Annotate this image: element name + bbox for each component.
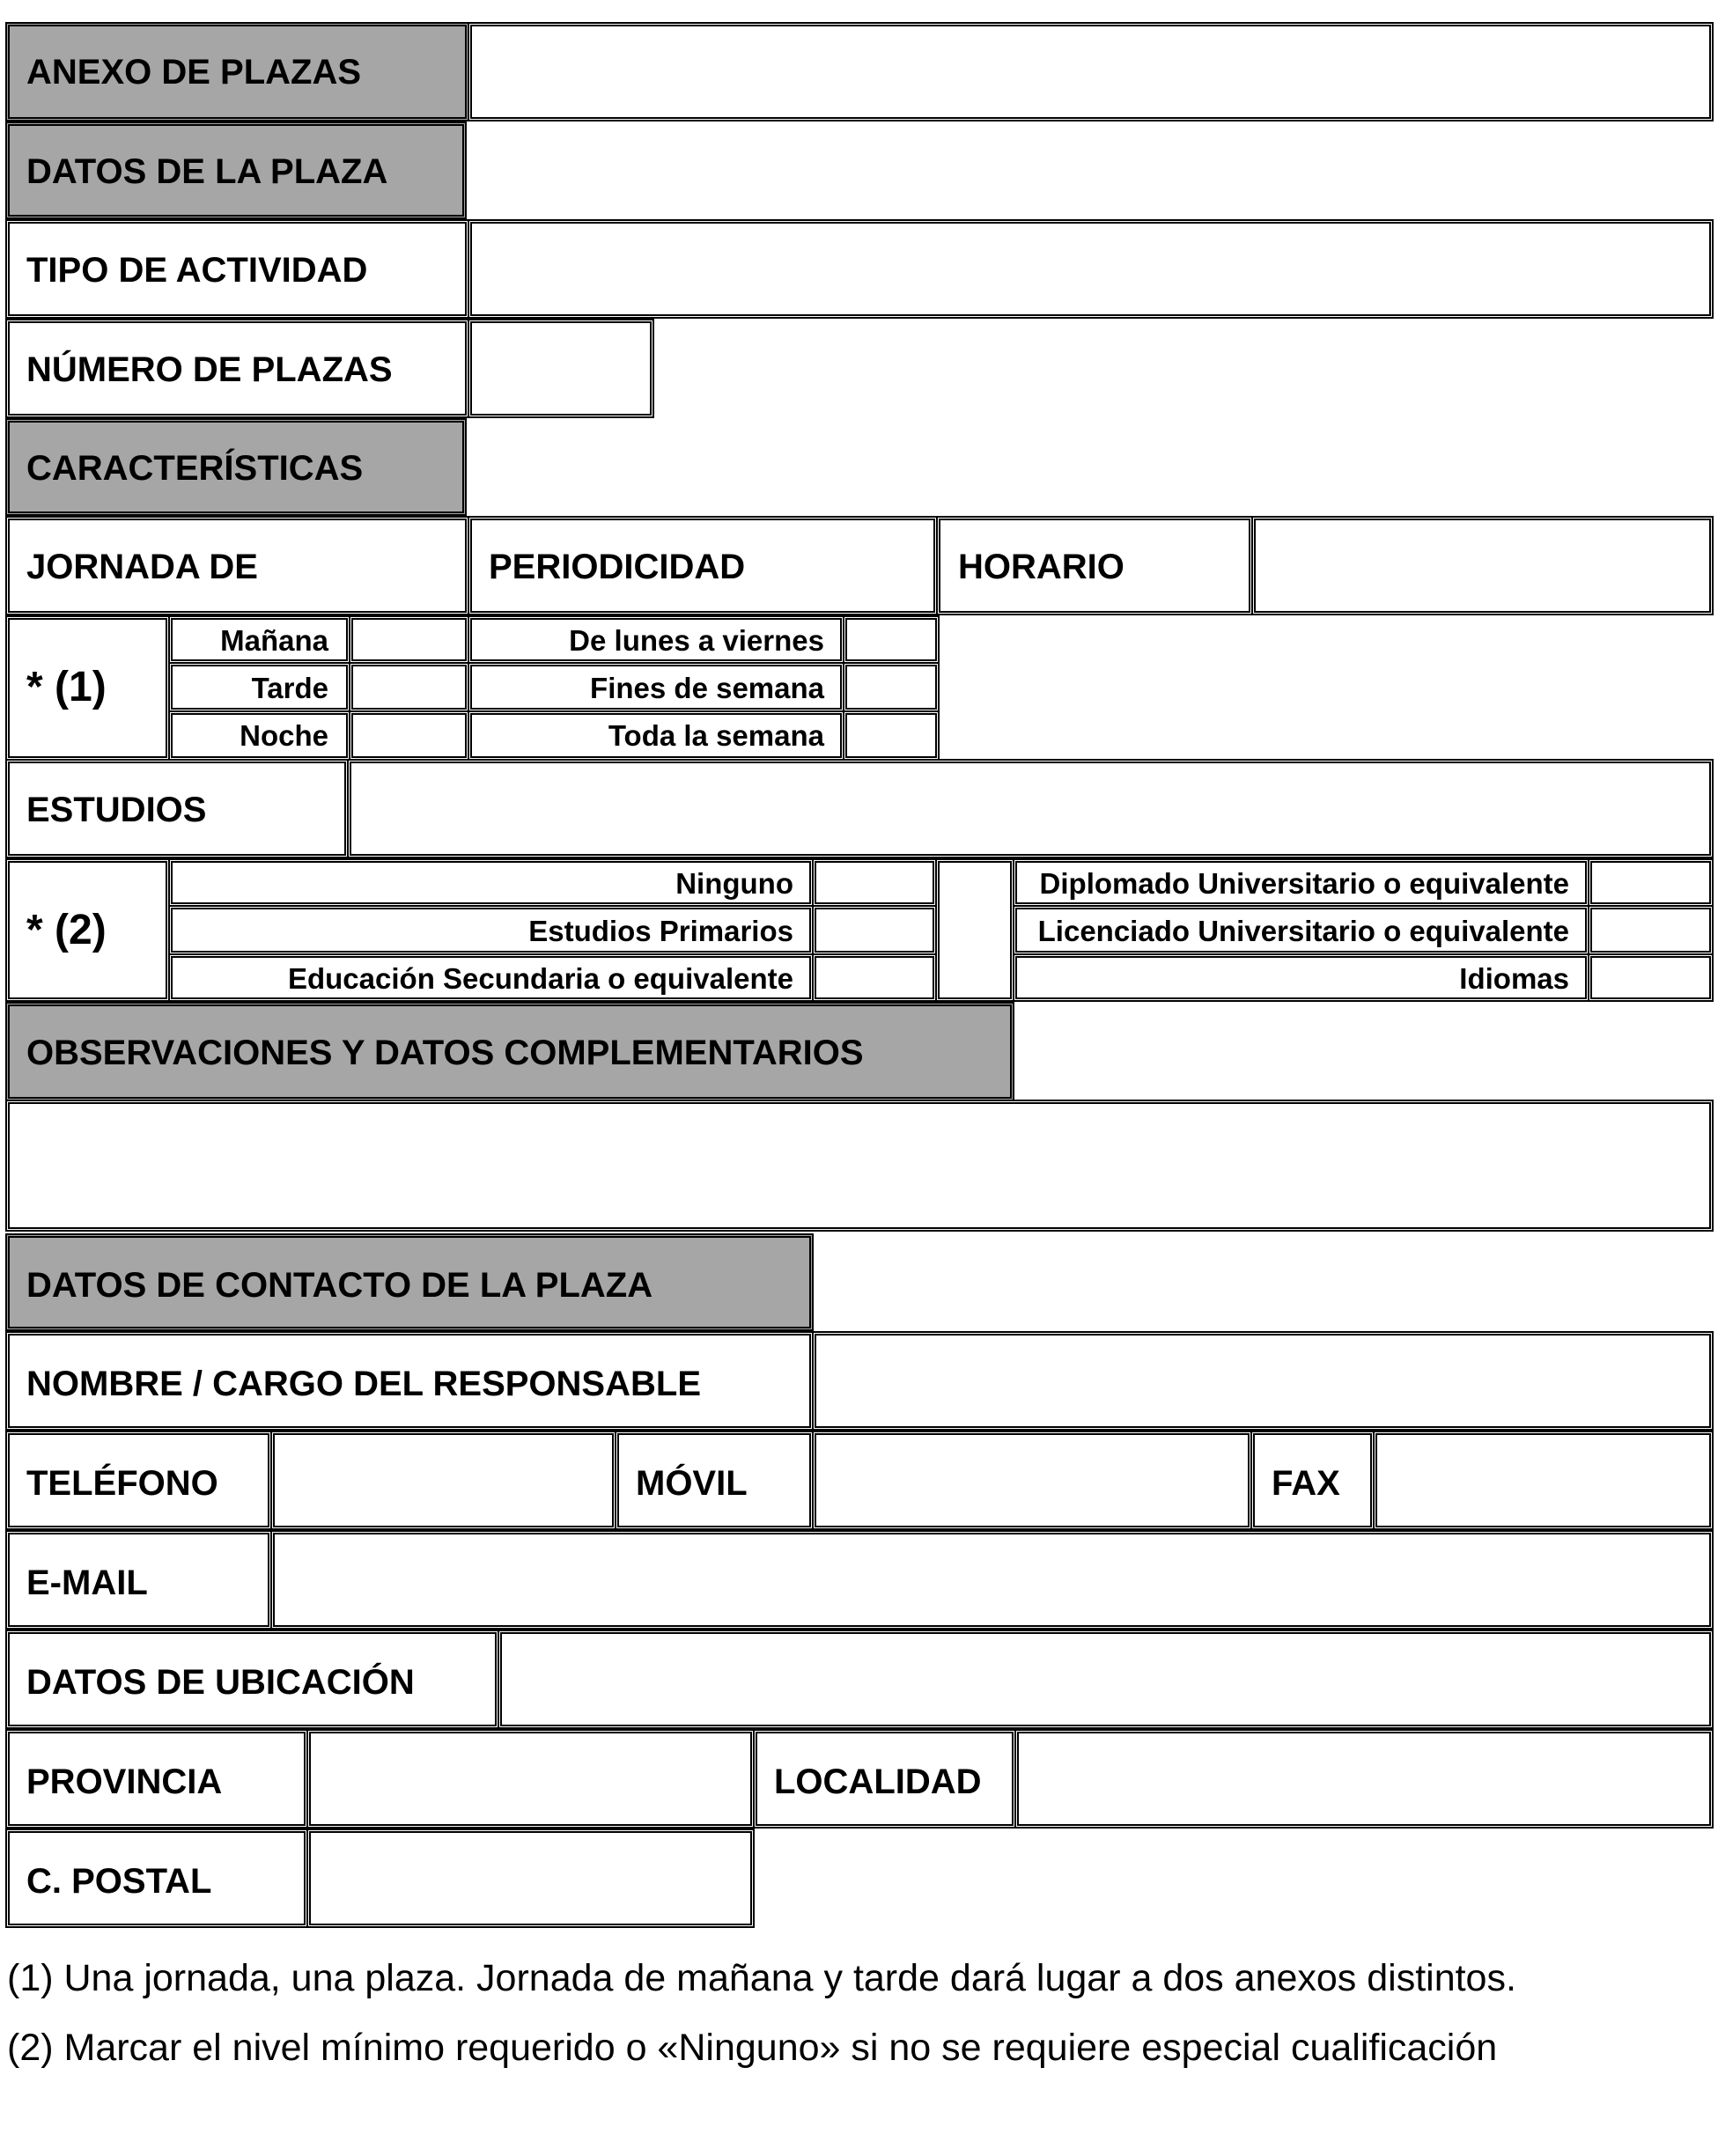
estudios-idiomas-checkbox[interactable]	[1588, 953, 1714, 1002]
ubicacion-label: DATOS DE UBICACIÓN	[26, 1663, 415, 1702]
ubicacion-field[interactable]	[498, 1630, 1714, 1729]
jornada-tarde-checkbox[interactable]	[349, 662, 469, 712]
jornada-option-label: Mañana	[220, 624, 328, 657]
jornada-noche-checkbox[interactable]	[349, 710, 469, 761]
provincia-label: PROVINCIA	[26, 1762, 223, 1801]
tipo-actividad-field[interactable]	[468, 219, 1714, 319]
estudios-spacer-cell	[935, 858, 1014, 1002]
estudios-field[interactable]	[347, 759, 1714, 858]
periodicidad-label: PERIODICIDAD	[489, 548, 746, 586]
localidad-field[interactable]	[1014, 1729, 1714, 1829]
estudios-ninguno-checkbox[interactable]	[812, 858, 937, 907]
localidad-label: LOCALIDAD	[774, 1762, 982, 1801]
periodicidad-toda-semana-checkbox[interactable]	[843, 710, 940, 761]
periodicidad-option-label: Toda la semana	[608, 719, 824, 752]
footnote-2: (2) Marcar el nivel mínimo requerido o «Ninguno» si no se requiere especial cualificación	[7, 2027, 1498, 2069]
jornada-manana-checkbox[interactable]	[349, 615, 469, 664]
caracteristicas-title: CARACTERÍSTICAS	[26, 449, 364, 488]
observaciones-title: OBSERVACIONES Y DATOS COMPLEMENTARIOS	[26, 1034, 864, 1072]
estudios-licenciado-checkbox[interactable]	[1588, 905, 1714, 955]
estudios-option-label: Idiomas	[1459, 962, 1569, 995]
jornada-label: JORNADA DE	[26, 548, 258, 586]
estudios-option-label: Estudios Primarios	[528, 915, 793, 947]
estudios-diplomado-checkbox[interactable]	[1588, 858, 1714, 907]
email-label: E-MAIL	[26, 1564, 148, 1602]
jornada-option-label: Tarde	[251, 672, 328, 704]
fax-field[interactable]	[1373, 1431, 1714, 1530]
note1-marker: * (1)	[26, 664, 107, 710]
estudios-label: ESTUDIOS	[26, 791, 207, 829]
postal-field[interactable]	[306, 1829, 755, 1928]
numero-plazas-field[interactable]	[468, 319, 654, 418]
estudios-option-label: Ninguno	[675, 867, 793, 900]
movil-field[interactable]	[812, 1431, 1252, 1530]
note2-marker: * (2)	[26, 907, 107, 953]
provincia-field[interactable]	[306, 1729, 755, 1829]
fax-label: FAX	[1272, 1464, 1340, 1503]
responsable-label: NOMBRE / CARGO DEL RESPONSABLE	[26, 1365, 701, 1403]
estudios-option-label: Educación Secundaria o equivalente	[287, 962, 793, 995]
periodicidad-option-label: Fines de semana	[590, 672, 824, 704]
datos-plaza-title: DATOS DE LA PLAZA	[26, 152, 388, 191]
contacto-title: DATOS DE CONTACTO DE LA PLAZA	[26, 1266, 653, 1305]
estudios-option-label: Licenciado Universitario o equivalente	[1037, 915, 1569, 947]
responsable-field[interactable]	[812, 1331, 1714, 1431]
anexo-label: ANEXO DE PLAZAS	[26, 53, 362, 92]
periodicidad-fines-semana-checkbox[interactable]	[843, 662, 940, 712]
numero-plazas-label: NÚMERO DE PLAZAS	[26, 350, 393, 389]
horario-field[interactable]	[1251, 516, 1714, 615]
telefono-field[interactable]	[270, 1431, 616, 1530]
tipo-actividad-label: TIPO DE ACTIVIDAD	[26, 251, 368, 290]
estudios-primarios-checkbox[interactable]	[812, 905, 937, 955]
periodicidad-lunes-viernes-checkbox[interactable]	[843, 615, 940, 664]
estudios-option-label: Diplomado Universitario o equivalente	[1039, 867, 1569, 900]
anexo-field[interactable]	[468, 22, 1714, 121]
periodicidad-option-label: De lunes a viernes	[569, 624, 824, 657]
movil-label: MÓVIL	[636, 1464, 748, 1503]
postal-label: C. POSTAL	[26, 1862, 212, 1901]
email-field[interactable]	[270, 1530, 1714, 1630]
footnote-1: (1) Una jornada, una plaza. Jornada de mañana y tarde dará lugar a dos anexos distintos.	[7, 1957, 1516, 1999]
estudios-secundaria-checkbox[interactable]	[812, 953, 937, 1002]
telefono-label: TELÉFONO	[26, 1464, 218, 1503]
observaciones-field[interactable]	[5, 1100, 1714, 1232]
horario-label: HORARIO	[958, 548, 1124, 586]
jornada-option-label: Noche	[240, 719, 328, 752]
